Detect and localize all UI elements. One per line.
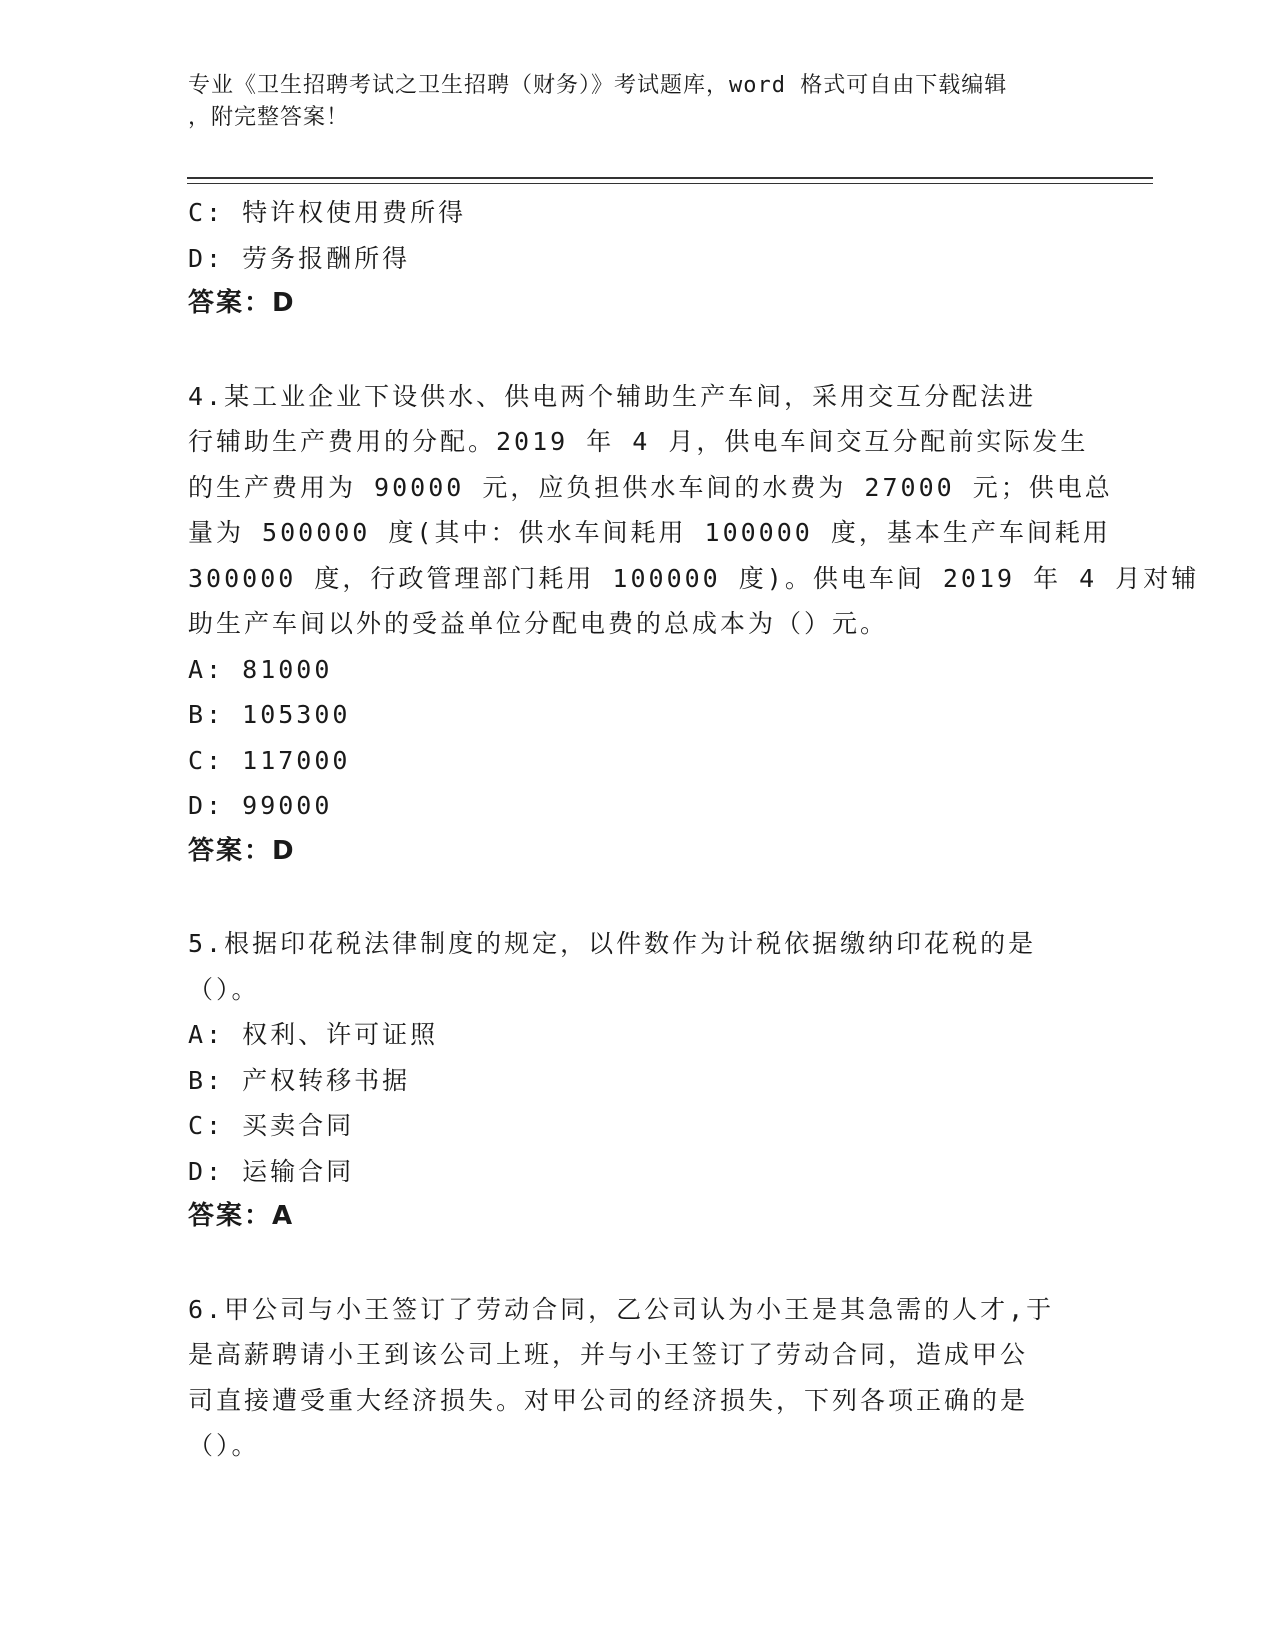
header-rule-thin [187,183,1153,184]
q5-stem-line: （）。 [188,974,260,1004]
q5-answer: 答案：A [188,1201,295,1231]
header-rule-thick [187,177,1153,179]
spacer [188,874,1088,921]
q4-stem-line: 助生产车间以外的受益单位分配电费的总成本为（）元。 [188,609,889,638]
document-header [188,70,1088,134]
q4-option-d: D: 99000 [188,791,333,820]
document-body [188,190,1200,1469]
spacer [188,327,1088,374]
q3-option-c: C: 特许权使用费所得 [188,198,467,227]
question-4 [188,374,1200,875]
q4-option-b: B: 105300 [188,700,351,729]
q4-option-a: A: 81000 [188,654,333,684]
q4-stem-line: 300000 度，行政管理部门耗用 100000 度)。供电车间 2019 年 4 月对辅 [188,563,1200,593]
q5-option-b: B: 产权转移书据 [188,1065,411,1095]
q5-option-a: A: 权利、许可证照 [188,1020,439,1049]
q5-option-d: D: 运输合同 [188,1156,355,1186]
q3-answer: 答案：D [188,288,296,318]
question-6 [188,1287,1088,1469]
q6-stem-line: 是高薪聘请小王到该公司上班，并与小王签订了劳动合同，造成甲公 [188,1340,1029,1369]
question-3 [188,190,1088,327]
q3-option-d: D: 劳务报酬所得 [188,243,411,273]
q5-stem-line: 5.根据印花税法律制度的规定，以件数作为计税依据缴纳印花税的是 [188,929,1037,958]
question-5 [188,921,1088,1240]
q4-stem-line: 行辅助生产费用的分配。2019 年 4 月，供电车间交互分配前实际发生 [188,427,1089,456]
q4-stem-line: 量为 500000 度(其中：供水车间耗用 100000 度，基本生产车间耗用 [188,518,1111,547]
q6-stem-line: 6.甲公司与小王签订了劳动合同，乙公司认为小王是其急需的人才,于 [188,1294,1055,1324]
q4-stem-line: 的生产费用为 90000 元，应负担供水车间的水费为 27000 元；供电总 [188,472,1113,502]
spacer [188,1240,1088,1287]
q4-answer: 答案：D [188,835,296,866]
q4-stem-line: 4.某工业企业下设供水、供电两个辅助生产车间，采用交互分配法进 [188,381,1037,411]
q6-stem-line: （）。 [188,1431,260,1460]
header-line-2: ，附完整答案！ [188,105,350,130]
q5-option-c: C: 买卖合同 [188,1111,355,1140]
header-line-1: 专业《卫生招聘考试之卫生招聘（财务）》考试题库，word 格式可自由下载编辑 [188,73,1008,98]
q6-stem-line: 司直接遭受重大经济损失。对甲公司的经济损失，下列各项正确的是 [188,1385,1029,1415]
q4-option-c: C: 117000 [188,745,351,775]
